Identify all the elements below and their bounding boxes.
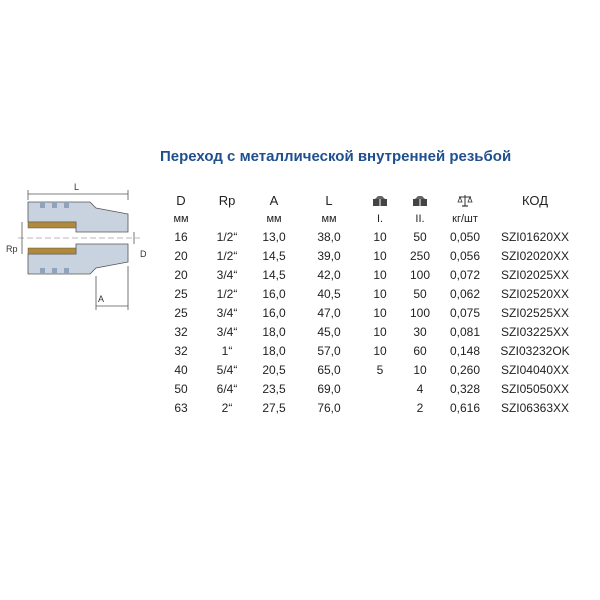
unit-a: мм [266,212,282,225]
cell-weight: 0,075 [449,305,481,320]
unit-code [490,210,580,227]
cell-pkg1 [360,379,400,398]
cell-pkg1: 10 [373,324,387,339]
cell-code: SZI02020XX [500,248,570,263]
cell-d: 63 [174,400,188,415]
cell-pkg2: 250 [409,248,431,263]
cell-code: SZI02520XX [500,286,570,301]
unit-d: мм [173,212,189,225]
table-header-row [158,190,580,210]
cell-code: SZI05050XX [500,381,570,396]
label-L: L [74,182,80,192]
cell-pkg2: 50 [413,286,427,301]
table-body [158,227,580,417]
unit-weight: кг/шт [452,212,478,225]
table-row [158,379,580,398]
cell-l: 57,0 [317,343,341,358]
header-rp: Rp [218,192,236,208]
cell-rp: 1“ [221,343,233,358]
cell-weight: 0,616 [449,400,481,415]
cell-a: 27,5 [262,400,286,415]
cell-d: 25 [174,286,188,301]
spec-table [158,190,580,417]
cell-rp: 6/4“ [216,381,238,396]
cell-l: 47,0 [317,305,341,320]
cell-d: 40 [174,362,188,377]
cell-pkg1 [360,398,400,417]
unit-pkg1: I. [376,212,384,225]
cell-l: 42,0 [317,267,341,282]
cell-a: 14,5 [262,248,286,263]
cell-code: SZI03232OK [500,343,570,358]
cell-l: 39,0 [317,248,341,263]
label-A: A [98,294,105,304]
cell-pkg1: 10 [373,267,387,282]
cell-code: SZI04040XX [500,362,570,377]
cell-l: 45,0 [317,324,341,339]
cell-weight: 0,081 [449,324,481,339]
cell-d: 50 [174,381,188,396]
table-row [158,341,580,360]
cell-code: SZI01620XX [500,229,570,244]
cell-rp: 1/2“ [216,229,238,244]
fitting-diagram [0,178,160,318]
cell-l: 76,0 [317,400,341,415]
cell-d: 25 [174,305,188,320]
cell-pkg1: 5 [376,362,384,377]
cell-pkg1: 10 [373,248,387,263]
cell-weight: 0,062 [449,286,481,301]
fitting-cross-section [0,178,160,318]
cell-l: 65,0 [317,362,341,377]
label-Rp: Rp [6,244,18,254]
cell-pkg1: 10 [373,286,387,301]
cell-rp: 5/4“ [216,362,238,377]
unit-l: мм [321,212,337,225]
cell-pkg2: 100 [409,267,431,282]
cell-pkg2: 100 [409,305,431,320]
cell-a: 18,0 [262,343,286,358]
cell-d: 16 [174,229,188,244]
unit-pkg2: II. [415,212,425,225]
cell-code: SZI02525XX [500,305,570,320]
cell-code: SZI06363XX [500,400,570,415]
cell-weight: 0,260 [449,362,481,377]
cell-rp: 2“ [221,400,233,415]
cell-d: 32 [174,324,188,339]
cell-a: 23,5 [262,381,286,396]
cell-pkg1: 10 [373,229,387,244]
cell-l: 69,0 [317,381,341,396]
cell-pkg2: 60 [413,343,427,358]
table-row [158,265,580,284]
cell-pkg2: 4 [416,381,424,396]
cell-rp: 3/4“ [216,324,238,339]
table-row [158,322,580,341]
table-row [158,360,580,379]
cell-code: SZI03225XX [500,324,570,339]
cell-pkg2: 30 [413,324,427,339]
table-row [158,303,580,322]
cell-rp: 1/2“ [216,248,238,263]
header-a: A [269,192,279,208]
table-units-row [158,210,580,227]
cell-weight: 0,050 [449,229,481,244]
table-row [158,227,580,246]
scale-icon [440,190,490,210]
cell-a: 13,0 [262,229,286,244]
cell-a: 18,0 [262,324,286,339]
cell-a: 14,5 [262,267,286,282]
label-D: D [140,249,147,259]
cell-a: 16,0 [262,286,286,301]
table-row [158,246,580,265]
package-icon [400,190,440,210]
table-row [158,284,580,303]
cell-rp: 3/4“ [216,305,238,320]
cell-weight: 0,148 [449,343,481,358]
header-l: L [325,192,333,208]
page-title: Переход с металлической внутренней резьбой [160,148,512,165]
cell-l: 40,5 [317,286,341,301]
cell-d: 20 [174,248,188,263]
cell-weight: 0,056 [449,248,481,263]
header-code: КОД [521,192,549,208]
cell-pkg2: 2 [416,400,424,415]
cell-rp: 3/4“ [216,267,238,282]
cell-a: 16,0 [262,305,286,320]
cell-pkg2: 50 [413,229,427,244]
cell-a: 20,5 [262,362,286,377]
cell-pkg2: 10 [413,362,427,377]
cell-code: SZI02025XX [500,267,570,282]
cell-pkg1: 10 [373,305,387,320]
cell-d: 32 [174,343,188,358]
header-d: D [176,192,186,208]
cell-l: 38,0 [317,229,341,244]
cell-pkg1: 10 [373,343,387,358]
table-row [158,398,580,417]
unit-rp [204,210,250,227]
cell-rp: 1/2“ [216,286,238,301]
cell-d: 20 [174,267,188,282]
cell-weight: 0,072 [449,267,481,282]
cell-weight: 0,328 [449,381,481,396]
package-icon [360,190,400,210]
